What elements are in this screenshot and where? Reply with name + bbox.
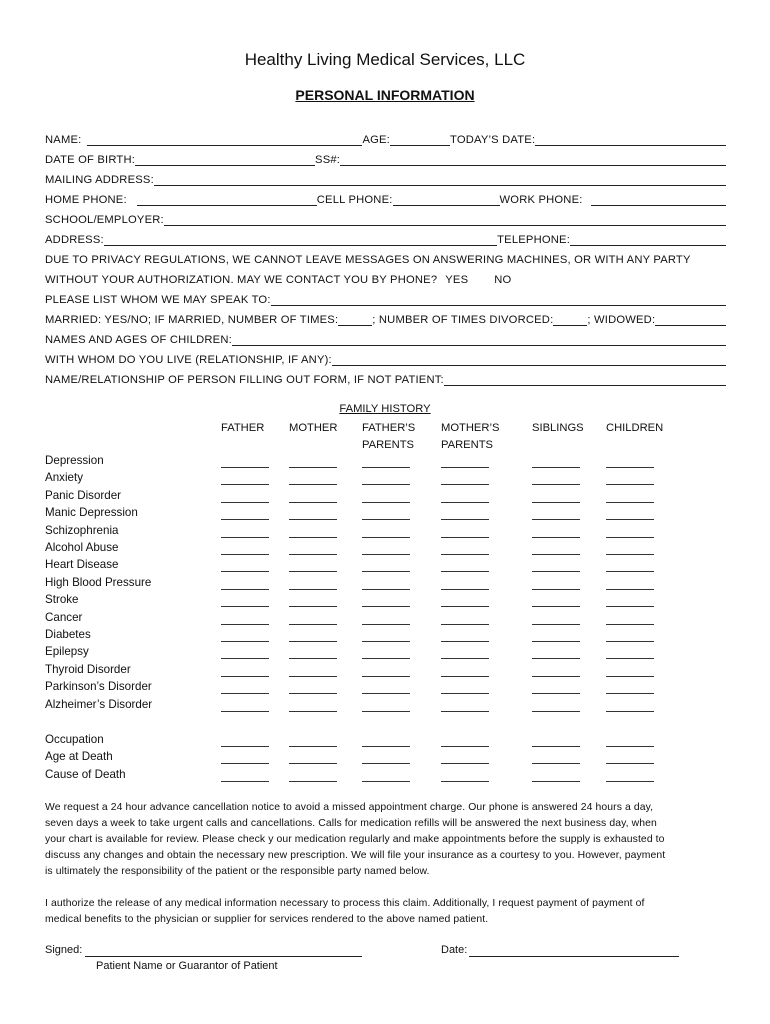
family-history-blank[interactable] <box>289 570 337 572</box>
column-header-line: CHILDREN <box>606 422 664 434</box>
family-history-blank[interactable] <box>441 605 489 607</box>
mailing-address-field[interactable] <box>154 173 726 186</box>
contact-yes-option[interactable]: YES <box>445 274 469 286</box>
family-history-blank[interactable] <box>221 762 269 764</box>
family-history-blank[interactable] <box>606 483 654 485</box>
family-history-blank[interactable] <box>606 501 654 503</box>
family-history-condition: Depression <box>45 454 104 467</box>
family-history-blank[interactable] <box>362 745 410 747</box>
live-with-label: WITH WHOM DO YOU LIVE (RELATIONSHIP, IF ANY): <box>45 354 332 366</box>
family-history-blank[interactable] <box>532 518 580 520</box>
school-employer-field[interactable] <box>164 213 726 226</box>
row-name <box>45 126 726 146</box>
family-history-blank[interactable] <box>606 762 654 764</box>
family-history-blank[interactable] <box>606 605 654 607</box>
family-history-blank[interactable] <box>441 657 489 659</box>
family-history-blank[interactable] <box>606 710 654 712</box>
row-children <box>45 326 726 346</box>
family-history-blank[interactable] <box>221 605 269 607</box>
family-history-blank[interactable] <box>532 745 580 747</box>
live-with-field[interactable] <box>332 353 726 366</box>
family-history-blank[interactable] <box>221 675 269 677</box>
family-history-blank[interactable] <box>221 710 269 712</box>
family-history-blank[interactable] <box>441 588 489 590</box>
widowed-field[interactable] <box>655 313 726 326</box>
row-filling-out <box>45 366 726 386</box>
family-history-blank[interactable] <box>532 501 580 503</box>
cancellation-policy <box>45 800 725 880</box>
work-phone-label: WORK PHONE: <box>499 194 583 206</box>
family-history-blank[interactable] <box>362 501 410 503</box>
date-label: Date: <box>441 944 468 956</box>
work-phone-field[interactable] <box>591 193 726 206</box>
family-history-blank[interactable] <box>221 588 269 590</box>
family-history-blank[interactable] <box>289 745 337 747</box>
family-history-blank[interactable] <box>606 536 654 538</box>
family-history-column-header <box>532 420 584 437</box>
family-history-blank[interactable] <box>289 553 337 555</box>
policy-line: We request a 24 hour advance cancellation notice to avoid a missed appointment charge. Our phone is answered 24 hours a day, <box>45 802 654 813</box>
cell-phone-field[interactable] <box>393 193 500 206</box>
family-history-blank[interactable] <box>289 657 337 659</box>
family-history-condition: Age at Death <box>45 750 113 764</box>
family-history-blank[interactable] <box>441 570 489 572</box>
family-history-blank[interactable] <box>441 501 489 503</box>
family-history-blank[interactable] <box>362 762 410 764</box>
row-privacy-2 <box>45 266 726 286</box>
divorced-times-field[interactable] <box>553 313 587 326</box>
signature-date-field[interactable] <box>469 956 679 957</box>
ss-field[interactable] <box>340 153 726 166</box>
family-history-condition: Cause of Death <box>45 767 126 781</box>
speak-to-label: PLEASE LIST WHOM WE MAY SPEAK TO: <box>45 294 271 306</box>
family-history-blank[interactable] <box>362 536 410 538</box>
family-history-blank[interactable] <box>441 745 489 747</box>
signed-label: Signed: <box>45 944 83 956</box>
family-history-blank[interactable] <box>362 640 410 642</box>
signature-caption: Patient Name or Guarantor of Patient <box>96 960 278 972</box>
todays-date-label: TODAY’S DATE: <box>449 134 536 146</box>
family-history-column-header <box>362 420 415 454</box>
row-address <box>45 226 726 246</box>
family-history-blank[interactable] <box>362 483 410 485</box>
speak-to-field[interactable] <box>271 293 726 306</box>
family-history-blank[interactable] <box>289 623 337 625</box>
family-history-blank[interactable] <box>441 536 489 538</box>
column-header-line: PARENTS <box>362 439 415 451</box>
family-history-blank[interactable] <box>221 501 269 503</box>
widowed-label: ; WIDOWED: <box>587 314 656 326</box>
family-history-blank[interactable] <box>289 605 337 607</box>
family-history-blank[interactable] <box>289 483 337 485</box>
family-history-blank[interactable] <box>532 570 580 572</box>
policy-line: is ultimately the responsibility of the patient or the responsible party named below. <box>45 866 430 877</box>
row-married <box>45 306 726 326</box>
policy-line: seven days a week to take urgent calls and cancellations. Calls for medication refills will be answered the next business day, when <box>45 818 657 829</box>
family-history-blank[interactable] <box>289 536 337 538</box>
family-history-blank[interactable] <box>221 553 269 555</box>
home-phone-field[interactable] <box>137 193 317 206</box>
telephone-label: TELEPHONE: <box>497 234 570 246</box>
family-history-blank[interactable] <box>441 640 489 642</box>
family-history-blank[interactable] <box>362 710 410 712</box>
family-history-blank[interactable] <box>289 501 337 503</box>
family-history-blank[interactable] <box>221 518 269 520</box>
family-history-blank[interactable] <box>532 466 580 468</box>
filling-out-field[interactable] <box>444 373 726 386</box>
filling-out-label: NAME/RELATIONSHIP OF PERSON FILLING OUT FORM, IF NOT PATIENT: <box>45 374 444 386</box>
column-header-line: FATHER’S <box>362 422 416 434</box>
column-header-line: SIBLINGS <box>532 422 584 434</box>
family-history-column-header <box>606 420 663 437</box>
family-history-blank[interactable] <box>289 780 337 782</box>
family-history-blank[interactable] <box>532 710 580 712</box>
family-history-blank[interactable] <box>362 675 410 677</box>
family-history-blank[interactable] <box>221 745 269 747</box>
family-history-blank[interactable] <box>221 483 269 485</box>
family-history-blank[interactable] <box>606 588 654 590</box>
family-history-blank[interactable] <box>362 518 410 520</box>
authorization-statement <box>45 896 725 928</box>
family-history-title: FAMILY HISTORY <box>339 403 431 415</box>
cell-phone-label: CELL PHONE: <box>316 194 393 206</box>
family-history-blank[interactable] <box>532 483 580 485</box>
married-label: MARRIED: YES/NO; IF MARRIED, NUMBER OF TIMES: <box>45 314 339 326</box>
family-history-condition: Alzheimer’s Disorder <box>45 697 153 711</box>
family-history-blank[interactable] <box>289 692 337 694</box>
column-header-line: PARENTS <box>441 439 494 451</box>
family-history-condition: Diabetes <box>45 628 91 641</box>
family-history-blank[interactable] <box>606 675 654 677</box>
family-history-blank[interactable] <box>532 588 580 590</box>
column-header-line: FATHER <box>221 422 265 434</box>
family-history-condition: Epilepsy <box>45 645 89 659</box>
family-history-blank[interactable] <box>606 518 654 520</box>
family-history-blank[interactable] <box>221 570 269 572</box>
family-history-blank[interactable] <box>221 623 269 625</box>
family-history-blank[interactable] <box>441 518 489 520</box>
family-history-blank[interactable] <box>532 553 580 555</box>
family-history-blank[interactable] <box>362 692 410 694</box>
family-history-blank[interactable] <box>362 657 410 659</box>
age-field[interactable] <box>390 133 450 146</box>
family-history-blank[interactable] <box>606 553 654 555</box>
family-history-blank[interactable] <box>532 780 580 782</box>
address-label: ADDRESS: <box>45 234 104 246</box>
row-speak-to <box>45 286 726 306</box>
row-phones <box>45 186 726 206</box>
family-history-blank[interactable] <box>532 675 580 677</box>
family-history-column-header <box>289 420 337 437</box>
family-history-blank[interactable] <box>441 675 489 677</box>
family-history-blank[interactable] <box>362 623 410 625</box>
name-field[interactable] <box>87 133 362 146</box>
family-history-blank[interactable] <box>362 780 410 782</box>
family-history-blank[interactable] <box>221 780 269 782</box>
mailing-address-label: MAILING ADDRESS: <box>45 174 154 186</box>
family-history-condition: Occupation <box>45 733 104 746</box>
family-history-blank[interactable] <box>532 623 580 625</box>
children-field[interactable] <box>232 333 726 346</box>
family-history-blank[interactable] <box>532 692 580 694</box>
ss-label: SS#: <box>315 154 341 166</box>
family-history-blank[interactable] <box>362 570 410 572</box>
family-history-blank[interactable] <box>221 466 269 468</box>
family-history-blank[interactable] <box>441 762 489 764</box>
family-history-blank[interactable] <box>289 588 337 590</box>
family-history-blank[interactable] <box>441 710 489 712</box>
dob-field[interactable] <box>135 153 315 166</box>
family-history-blank[interactable] <box>362 588 410 590</box>
family-history-blank[interactable] <box>221 640 269 642</box>
contact-no-option[interactable]: NO <box>494 274 512 286</box>
family-history-blank[interactable] <box>441 692 489 694</box>
family-history-blank[interactable] <box>532 605 580 607</box>
family-history-condition: Schizophrenia <box>45 523 119 537</box>
family-history-condition: High Blood Pressure <box>45 575 152 589</box>
company-title: Healthy Living Medical Services, LLC <box>244 50 526 69</box>
family-history-blank[interactable] <box>532 640 580 642</box>
married-times-field[interactable] <box>338 313 372 326</box>
family-history-condition: Alcohol Abuse <box>45 541 119 554</box>
family-history-blank[interactable] <box>532 657 580 659</box>
todays-date-field[interactable] <box>535 133 726 146</box>
family-history-blank[interactable] <box>606 466 654 468</box>
family-history-condition: Cancer <box>45 610 83 624</box>
form-subtitle: PERSONAL INFORMATION <box>295 87 475 103</box>
family-history-column-header <box>441 420 499 454</box>
row-mailing <box>45 166 726 186</box>
signature-field[interactable] <box>85 956 362 957</box>
age-label: AGE: <box>362 134 390 146</box>
family-history-blank[interactable] <box>441 780 489 782</box>
family-history-blank[interactable] <box>606 745 654 747</box>
family-history-condition: Anxiety <box>45 471 84 485</box>
family-history-blank[interactable] <box>289 675 337 677</box>
column-header-line: MOTHER <box>289 422 338 434</box>
telephone-field[interactable] <box>570 233 726 246</box>
policy-line: your chart is available for review. Please check y our medication regularly and make appointments before the supply is exhausted to <box>45 834 665 845</box>
family-history-blank[interactable] <box>362 466 410 468</box>
family-history-blank[interactable] <box>362 553 410 555</box>
authorization-line: medical benefits to the physician or supplier for services rendered to the above named patient. <box>45 914 489 925</box>
dob-label: DATE OF BIRTH: <box>45 154 136 166</box>
home-phone-label: HOME PHONE: <box>45 194 127 206</box>
family-history-blank[interactable] <box>289 466 337 468</box>
family-history-condition: Thyroid Disorder <box>45 662 131 676</box>
family-history-blank[interactable] <box>441 483 489 485</box>
family-history-blank[interactable] <box>362 605 410 607</box>
family-history-blank[interactable] <box>606 623 654 625</box>
family-history-condition: Panic Disorder <box>45 488 122 502</box>
family-history-blank[interactable] <box>606 692 654 694</box>
family-history-blank[interactable] <box>532 762 580 764</box>
family-history-condition: Parkinson’s Disorder <box>45 680 152 694</box>
personal-info-fields <box>45 126 726 386</box>
policy-line: discuss any changes and obtain the necessary new prescription. We will file your insurance as a courtesy to you. However, payment <box>45 850 666 861</box>
privacy-notice-line2: WITHOUT YOUR AUTHORIZATION. MAY WE CONTACT YOU BY PHONE? <box>45 274 438 286</box>
family-history-blank[interactable] <box>441 553 489 555</box>
family-history-blank[interactable] <box>221 692 269 694</box>
family-history-blank[interactable] <box>289 762 337 764</box>
family-history-blank[interactable] <box>289 518 337 520</box>
family-history-blank[interactable] <box>441 466 489 468</box>
children-label: NAMES AND AGES OF CHILDREN: <box>45 334 232 346</box>
row-privacy-1 <box>45 246 726 266</box>
authorization-line: I authorize the release of any medical information necessary to process this claim. Additionally, I request payment of payment of <box>45 898 645 909</box>
family-history-blank[interactable] <box>606 780 654 782</box>
row-dob <box>45 146 726 166</box>
school-employer-label: SCHOOL/EMPLOYER: <box>45 214 164 226</box>
family-history-blank[interactable] <box>441 623 489 625</box>
family-history-blank[interactable] <box>289 640 337 642</box>
family-history-column-header <box>221 420 264 437</box>
row-live-with <box>45 346 726 366</box>
family-history-blank[interactable] <box>606 657 654 659</box>
family-history-blank[interactable] <box>532 536 580 538</box>
row-school <box>45 206 726 226</box>
family-history-blank[interactable] <box>606 640 654 642</box>
address-field[interactable] <box>104 233 497 246</box>
family-history-condition: Stroke <box>45 593 79 607</box>
divorced-label: ; NUMBER OF TIMES DIVORCED: <box>372 314 554 326</box>
column-header-line: MOTHER’S <box>441 422 500 434</box>
name-label: NAME: <box>45 134 82 146</box>
family-history-blank[interactable] <box>221 536 269 538</box>
family-history-blank[interactable] <box>221 657 269 659</box>
family-history-blank[interactable] <box>289 710 337 712</box>
family-history-condition: Heart Disease <box>45 558 119 572</box>
privacy-notice-line1: DUE TO PRIVACY REGULATIONS, WE CANNOT LEAVE MESSAGES ON ANSWERING MACHINES, OR WITH ANY PARTY <box>45 254 691 266</box>
family-history-condition: Manic Depression <box>45 506 138 520</box>
family-history-blank[interactable] <box>606 570 654 572</box>
